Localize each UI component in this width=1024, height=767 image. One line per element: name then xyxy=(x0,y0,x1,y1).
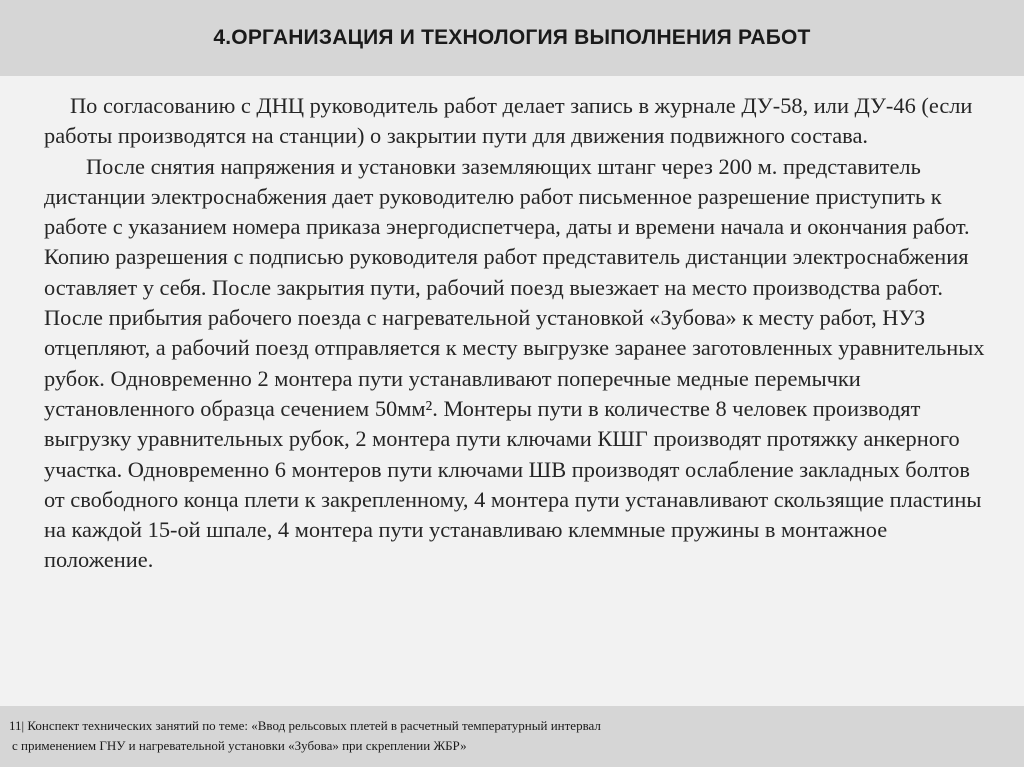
slide-footer xyxy=(0,706,1024,767)
body-text xyxy=(44,91,994,576)
paragraph-1: По согласованию с ДНЦ руководитель работ делает запись в журнале ДУ-58, или ДУ-46 (если работы производятся на станции) о закрытии пути для движения подвижного состава. xyxy=(44,93,973,149)
slide-header xyxy=(0,0,1024,76)
footer-line-2: с применением ГНУ и нагревательной установки «Зубова» при скреплении ЖБР» xyxy=(12,738,467,753)
footer-line-1: 11| Конспект технических занятий по теме: «Ввод рельсовых плетей в расчетный температурный интервал xyxy=(9,718,601,733)
slide-title: 4.ОРГАНИЗАЦИЯ И ТЕХНОЛОГИЯ ВЫПОЛНЕНИЯ РАБОТ xyxy=(213,26,811,49)
paragraph-2: После снятия напряжения и установки заземляющих штанг через 200 м. представитель дистанции электроснабжения дает руководителю работ письменное разрешение приступить к работе с указанием номера приказа энергодиспетчера, даты и времени начала и окончания работ. Копию разрешения с подписью руководителя работ представитель дистанции электроснабжения оставляет у себя. После закрытия пути, рабочий поезд выезжает на место производства работ. После прибытия рабочего поезда с нагревательной установкой «Зубова» к месту работ, НУЗ отцепляют, а рабочий поезд отправляется к месту выгрузке заранее заготовленных уравнительных рубок. Одновременно 2 монтера пути устанавливают поперечные медные перемычки установленного образца сечением 50мм². Монтеры пути в количестве 8 человек производят выгрузку уравнительных рубок, 2 монтера пути ключами КШГ производят протяжку анкерного участка. Одновременно 6 монтеров пути ключами ШВ производят ослабление закладных болтов от свободного конца плети к закрепленному, 4 монтера пути устанавливают скользящие пластины на каждой 15-ой шпале, 4 монтера пути устанавливаю клеммные пружины в монтажное положение. xyxy=(44,153,985,573)
